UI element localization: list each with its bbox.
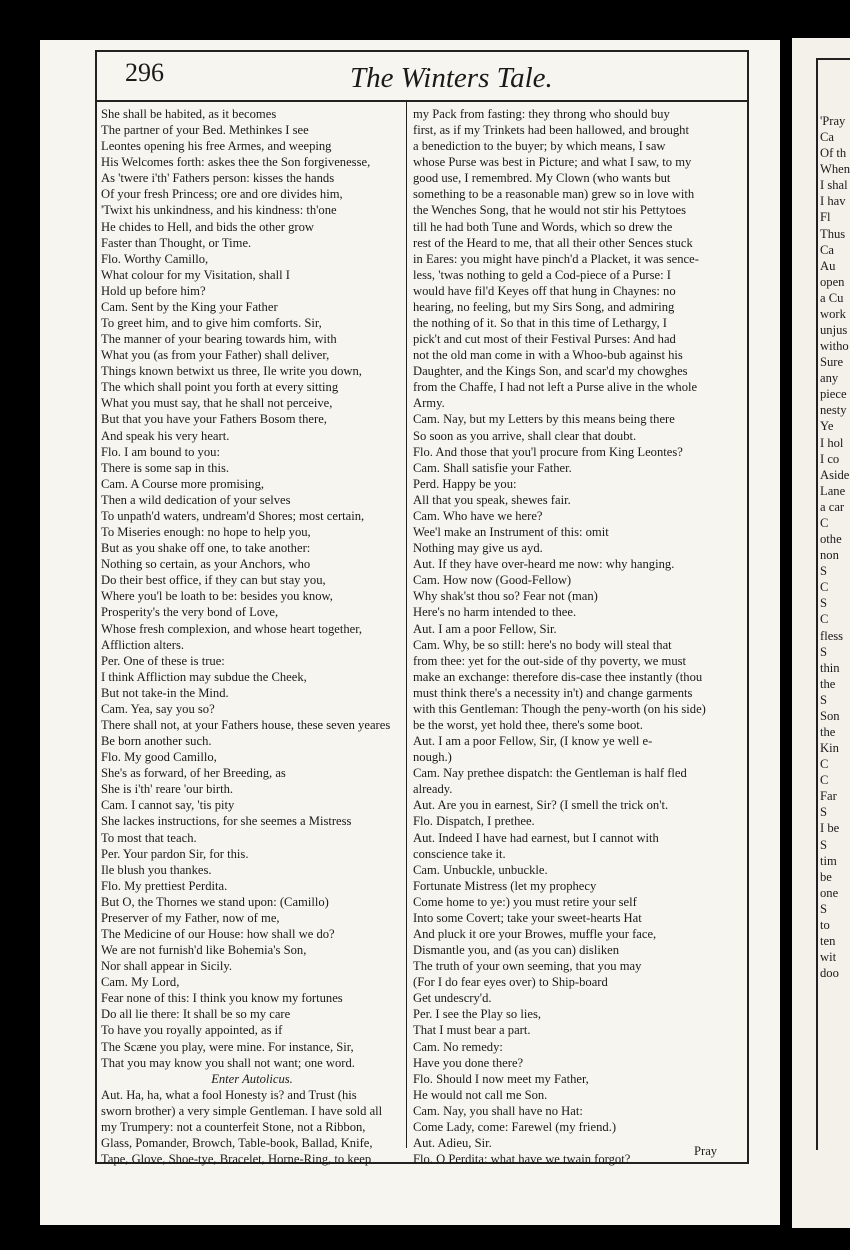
page-number: 296 [125, 58, 164, 87]
text-line: That you may know you shall not want; one word. [101, 1055, 355, 1070]
left-column [101, 106, 403, 1167]
text-line: She lackes instructions, for she seemes a Mistress [101, 814, 352, 829]
text-line: Dismantle you, and (as you can) disliken [413, 943, 620, 958]
text-line: To greet him, and to give him comforts. Sir, [101, 316, 322, 331]
text-line: Ile blush you thankes. [101, 862, 212, 877]
fragment-line: I co [820, 451, 840, 466]
fragment-line: Fl [820, 210, 831, 225]
text-line: She's as forward, of her Breeding, as [101, 766, 286, 781]
fragment-line: wit [820, 950, 837, 965]
text-line: Why shak'st thou so? Fear not (man) [413, 589, 598, 604]
text-line: Army. [413, 396, 445, 411]
text-line: Cam. I cannot say, 'tis pity [101, 798, 235, 813]
text-line: The manner of your bearing towards him, with [101, 332, 337, 347]
text-line: Glass, Pomander, Browch, Table-book, Ballad, Knife, [101, 1136, 373, 1150]
fragment-line: piece [820, 387, 847, 402]
text-line: Do their best office, if they can but stay you, [101, 573, 326, 588]
text-line: What colour for my Visitation, shall I [101, 267, 290, 282]
fragment-line: C [820, 773, 829, 788]
text-line: And speak his very heart. [101, 428, 230, 443]
text-line: Perd. Happy be you: [413, 476, 517, 491]
text-line: Flo. My prettiest Perdita. [101, 878, 228, 893]
text-line: As 'twere i'th' Fathers person: kisses the hands [101, 171, 335, 186]
fragment-line: open [820, 274, 845, 289]
text-line: But O, the Thornes we stand upon: (Camillo) [101, 894, 329, 909]
text-line: Cam. Nay prethee dispatch: the Gentleman is half fled [413, 766, 687, 781]
text-line: Get undescry'd. [413, 991, 492, 1006]
fragment-line: to [820, 917, 830, 932]
right-column [413, 106, 743, 1167]
text-line: Flo. Worthy Camillo, [101, 251, 209, 266]
text-line: Flo. O Perdita: what have we twain forgot? [413, 1152, 631, 1167]
fragment-line: S [820, 596, 828, 611]
text-line: The truth of your own seeming, that you may [413, 959, 642, 974]
text-line: There shall not, at your Fathers house, these seven yeares [101, 717, 391, 732]
text-line: Cam. Nay, you shall have no Hat: [413, 1103, 583, 1118]
text-line: To have you royally appointed, as if [101, 1023, 283, 1038]
fragment-line: Kin [820, 741, 839, 756]
fragment-line: S [820, 692, 828, 707]
text-line: make an exchange: therefore dis-case thee instantly (thou [413, 669, 703, 684]
text-line: Aut. I am a poor Fellow, Sir, (I know ye well e- [413, 734, 653, 749]
fragment-line: doo [820, 966, 839, 981]
text-line: my Pack from fasting: they throng who should buy [413, 107, 670, 121]
text-line: To Miseries enough: no hope to help you, [101, 525, 311, 540]
fragment-line: S [820, 564, 828, 579]
fragment-line: Ye [820, 419, 834, 434]
text-line: Flo. Dispatch, I prethee. [413, 814, 535, 829]
fragment-line: C [820, 757, 829, 772]
fragment-line: witho [820, 339, 849, 354]
text-line: from the Chaffe, I had not left a Purse alive in the whole [413, 380, 698, 395]
text-line: my Trumpery: not a counterfeit Stone, not a Ribbon, [101, 1119, 366, 1134]
text-line: the nothing of it. So that in this time of Lethargy, I [413, 316, 667, 331]
text-line: (For I do fear eyes over) to Ship-board [413, 975, 608, 990]
fragment-line: ten [820, 933, 836, 948]
text-line: That I must bear a part. [413, 1023, 531, 1038]
fragment-line: C [820, 580, 829, 595]
text-line: already. [413, 782, 453, 797]
fragment-line: fless [820, 628, 844, 643]
text-line: first, as if my Trinkets had been hallowed, and brought [413, 123, 689, 138]
fragment-line: Son [820, 708, 840, 723]
text-line: Things known betwixt us three, Ile write you down, [101, 364, 362, 379]
text-line: Cam. Nay, but my Letters by this means being there [413, 412, 675, 427]
text-line: The Medicine of our House: how shall we do? [101, 926, 335, 941]
text-line: Aut. Ha, ha, what a fool Honesty is? and Trust (his [101, 1087, 357, 1102]
fragment-line: tim [820, 853, 837, 868]
fragment-line: Aside [820, 467, 850, 482]
text-line: Tape, Glove, Shoe-tye, Bracelet, Horne-Ring, to keep [101, 1152, 372, 1167]
text-line: Cam. No remedy: [413, 1039, 503, 1054]
text-line: Cam. How now (Good-Fellow) [413, 573, 572, 588]
text-line: Cam. Shall satisfie your Father. [413, 460, 572, 475]
fragment-line: Thus [820, 226, 846, 241]
text-line: 'Twixt his unkindness, and his kindness: th'one [101, 203, 337, 218]
fragment-line: be [820, 869, 832, 884]
fragment-line: When [820, 162, 850, 177]
fragment-line: I hol [820, 435, 844, 450]
text-line: Nothing may give us ayd. [413, 541, 543, 556]
text-line: Faster than Thought, or Time. [101, 235, 252, 250]
text-line: Per. I see the Play so lies, [413, 1007, 542, 1022]
text-line: Fear none of this: I think you know my fortunes [101, 991, 343, 1006]
text-line: Wee'l make an Instrument of this: omit [413, 525, 609, 540]
text-line: Cam. Sent by the King your Father [101, 299, 278, 314]
text-line: sworn brother) a very simple Gentleman. I have sold all [101, 1103, 383, 1118]
text-line: Here's no harm intended to thee. [413, 605, 577, 620]
text-line: Be born another such. [101, 734, 212, 749]
text-line: till he had both Tune and Words, which so drew the [413, 219, 673, 234]
text-line: not the old man come in with a Whoo-bub against his [413, 348, 683, 363]
text-line: Leontes opening his free Armes, and weeping [101, 139, 332, 154]
text-line: Nor shall appear in Sicily. [101, 959, 233, 974]
text-line: To most that teach. [101, 830, 197, 845]
text-line: Cam. A Course more promising, [101, 476, 265, 491]
text-line: Enter Autolicus. [211, 1071, 293, 1086]
text-line: less, 'twas nothing to geld a Cod-piece of a Purse: I [413, 267, 671, 282]
text-line: To unpath'd waters, undream'd Shores; most certain, [101, 508, 365, 523]
fragment-line: unjus [820, 323, 848, 338]
fragment-line: Sure [820, 355, 844, 370]
text-line: Cam. Yea, say you so? [101, 701, 215, 716]
text-line: Into some Covert; take your sweet-hearts Hat [413, 910, 642, 925]
text-line: Come Lady, come: Farewel (my friend.) [413, 1119, 617, 1134]
text-line: nough.) [413, 750, 452, 765]
fragment-line: work [820, 306, 846, 321]
text-line: Preserver of my Father, now of me, [101, 910, 280, 925]
text-line: And pluck it ore your Browes, muffle your face, [413, 926, 657, 941]
text-line: Flo. And those that you'l procure from King Leontes? [413, 444, 683, 459]
text-line: good use, I remembred. My Clown (who wants but [413, 171, 671, 186]
text-line: Aut. Indeed I have had earnest, but I cannot with [413, 830, 659, 845]
fragment-line: thin [820, 660, 840, 675]
text-line: She is i'th' reare 'our birth. [101, 782, 234, 797]
fragment-line: I shal [820, 178, 848, 193]
text-line: Daughter, and the Kings Son, and scar'd my chowghes [413, 364, 688, 379]
column-divider [406, 101, 407, 1148]
fragment-line: S [820, 901, 828, 916]
text-line: Affliction alters. [101, 637, 185, 652]
text-line: Flo. Should I now meet my Father, [413, 1071, 589, 1086]
text-line: Fortunate Mistress (let my prophecy [413, 878, 597, 893]
fragment-line: 'Pray [820, 114, 846, 128]
text-line: He chides to Hell, and bids the other grow [101, 219, 314, 234]
text-line: The Scæne you play, were mine. For instance, Sir, [101, 1039, 354, 1054]
fragment-line: Au [820, 258, 836, 273]
text-line: Aut. Adieu, Sir. [413, 1136, 492, 1150]
text-line: Per. One of these is true: [101, 653, 225, 668]
text-line: What you must say, that he shall not perceive, [101, 396, 333, 411]
text-line: Aut. If they have over-heard me now: why hanging. [413, 557, 675, 572]
text-line: The which shall point you forth at every sitting [101, 380, 339, 395]
fragment-line: Ca [820, 242, 834, 257]
text-line: Come home to ye:) you must retire your self [413, 894, 637, 909]
text-line: Aut. Are you in earnest, Sir? (I smell the trick on't. [413, 798, 669, 813]
text-line: But not take-in the Mind. [101, 685, 229, 700]
text-line: She shall be habited, as it becomes [101, 107, 277, 121]
text-line: Hold up before him? [101, 283, 206, 298]
fragment-line: I be [820, 821, 840, 836]
text-line: So soon as you arrive, shall clear that doubt. [413, 428, 637, 443]
text-line: There is some sap in this. [101, 460, 230, 475]
text-line: Where you'l be loath to be: besides you know, [101, 589, 333, 604]
fragment-line: othe [820, 532, 842, 547]
text-line: Per. Your pardon Sir, for this. [101, 846, 249, 861]
fragment-line: non [820, 548, 839, 563]
next-page-column [820, 113, 850, 981]
text-line: The partner of your Bed. Methinkes I see [101, 123, 309, 138]
text-line: Flo. My good Camillo, [101, 750, 217, 765]
text-line: Cam. Who have we here? [413, 508, 543, 523]
fragment-line: Of th [820, 146, 847, 161]
text-line: Prosperity's the very bond of Love, [101, 605, 279, 620]
text-line: Of your fresh Princess; ore and ore divides him, [101, 187, 343, 202]
text-line: He would not call me Son. [413, 1087, 548, 1102]
text-line: would have fil'd Keyes off that hung in Chaynes: no [413, 283, 676, 298]
text-line: be the worst, yet hold thee, there's some boot. [413, 717, 643, 732]
text-line: a benediction to the buyer; by which means, I saw [413, 139, 666, 154]
text-line: But that you have your Fathers Bosom there, [101, 412, 327, 427]
text-line: must think there's a necessity in't) and change garments [413, 685, 693, 700]
fragment-line: Far [820, 789, 837, 804]
text-line: Aut. I am a poor Fellow, Sir. [413, 621, 557, 636]
fragment-line: S [820, 644, 828, 659]
catchword: Pray [694, 1144, 718, 1158]
text-line: His Welcomes forth: askes thee the Son forgivenesse, [101, 155, 371, 170]
text-line: from thee: yet for the out-side of thy poverty, we must [413, 653, 687, 668]
fragment-line: the [820, 724, 836, 739]
running-title: The Winters Tale. [350, 62, 553, 94]
fragment-line: I hav [820, 194, 846, 209]
fragment-line: C [820, 612, 829, 627]
text-line: Have you done there? [413, 1055, 524, 1070]
text-line: hearing, no feeling, but my Sirs Song, and admiring [413, 299, 675, 314]
text-line: Nothing so certain, as your Anchors, who [101, 557, 311, 572]
text-line: I think Affliction may subdue the Cheek, [101, 669, 307, 684]
text-line: What you (as from your Father) shall deliver, [101, 348, 330, 363]
text-line: We are not furnish'd like Bohemia's Son, [101, 943, 307, 958]
text-line: Cam. My Lord, [101, 975, 180, 990]
text-line: in Eares: you might have pinch'd a Placket, it was sence- [413, 251, 699, 266]
fragment-line: nesty [820, 403, 847, 418]
fragment-line: a car [820, 499, 845, 514]
text-line: rest of the Heard to me, that all their other Sences stuck [413, 235, 693, 250]
fragment-line: a Cu [820, 290, 844, 305]
text-line: pick't and cut most of their Festival Purses: And had [413, 332, 676, 347]
fragment-line: Ca [820, 130, 834, 145]
text-line: But as you shake off one, to take another: [101, 541, 311, 556]
fragment-line: any [820, 371, 839, 386]
header-rule [95, 100, 747, 102]
text-line: conscience take it. [413, 846, 506, 861]
text-line: the Wenches Song, that he would not stir his Pettytoes [413, 203, 686, 218]
text-line: Flo. I am bound to you: [101, 444, 220, 459]
fragment-line: C [820, 515, 829, 530]
text-line: with this Gentleman: Though the peny-worth (on his side) [413, 701, 706, 716]
fragment-line: the [820, 676, 836, 691]
text-line: Cam. Unbuckle, unbuckle. [413, 862, 548, 877]
text-line: something to be a reasonable man) grew so in love with [413, 187, 695, 202]
fragment-line: S [820, 805, 828, 820]
text-line: Cam. Why, be so still: here's no body will steal that [413, 637, 672, 652]
text-line: whose Purse was best in Picture; and what I saw, to my [413, 155, 692, 170]
fragment-line: one [820, 885, 839, 900]
fragment-line: S [820, 837, 828, 852]
fragment-line: Lane [820, 483, 846, 498]
text-line: Then a wild dedication of your selves [101, 492, 291, 507]
text-line: Whose fresh complexion, and whose heart together, [101, 621, 363, 636]
text-line: Do all lie there: It shall be so my care [101, 1007, 291, 1022]
text-line: All that you speak, shewes fair. [413, 492, 571, 507]
